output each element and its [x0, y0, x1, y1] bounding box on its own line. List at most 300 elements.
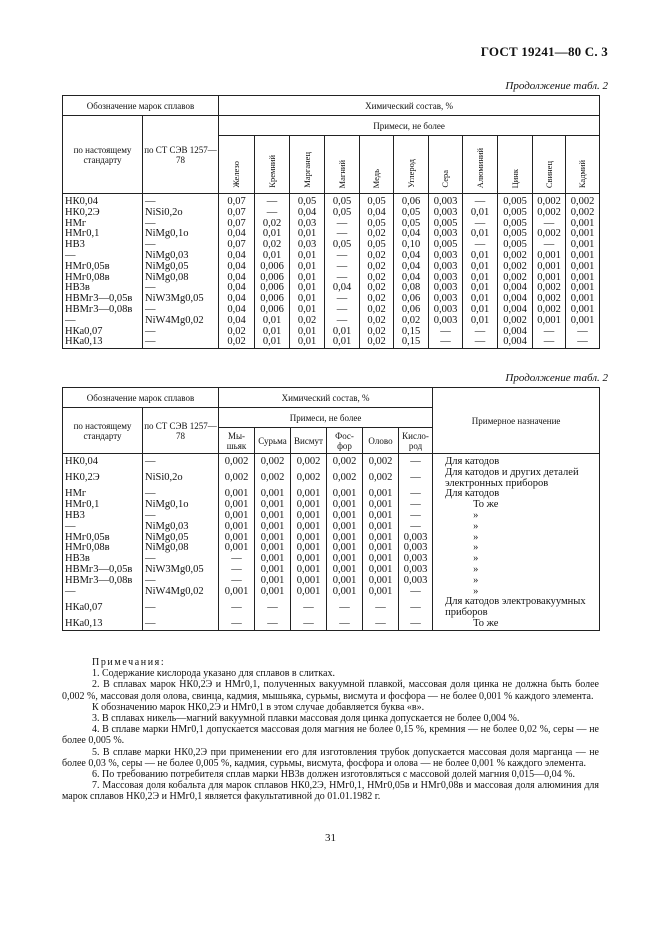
value-cell: 0,003 [429, 273, 463, 284]
value-cell: 0,02 [360, 327, 394, 338]
grade-cell: НК0,04 [63, 454, 143, 468]
purpose-cell: » [433, 511, 600, 522]
value-cell: 0,001 [327, 554, 363, 565]
value-cell: 0,001 [255, 554, 291, 565]
value-cell: 0,02 [360, 283, 394, 294]
grade-cell: НМг [63, 489, 143, 500]
element-header-label: Сера [440, 170, 450, 188]
value-cell: 0,04 [394, 262, 429, 273]
value-cell: — [399, 454, 433, 468]
purpose-cell: » [433, 565, 600, 576]
value-cell: 0,001 [219, 511, 255, 522]
element-header [463, 136, 498, 194]
value-cell: 0,001 [533, 273, 566, 284]
sev-grade-cell: — [143, 305, 219, 316]
value-cell: 0,005 [429, 219, 463, 230]
grade-cell: НВ3в [63, 554, 143, 565]
sev-grade-cell: — [143, 219, 219, 230]
value-cell: — [325, 229, 360, 240]
value-cell: 0,06 [394, 305, 429, 316]
value-cell: 0,003 [399, 576, 433, 587]
note-item: 4. В сплаве марки НМг0,1 допускается массовая доля магния не более 0,15 %, кремния — не более 0,02 %, серы — не более 0,005 %. [62, 724, 599, 747]
value-cell: 0,07 [219, 219, 255, 230]
value-cell: 0,01 [463, 208, 498, 219]
value-cell: 0,02 [360, 294, 394, 305]
sev-grade-cell: — [143, 194, 219, 208]
value-cell: 0,001 [363, 554, 399, 565]
value-cell: 0,002 [566, 194, 600, 208]
value-cell: — [533, 219, 566, 230]
table-row [63, 554, 600, 565]
continuation-label-2: Продолжение табл. 2 [505, 372, 608, 384]
page-number: 31 [325, 832, 336, 844]
value-cell: — [533, 337, 566, 348]
value-cell: 0,006 [255, 262, 290, 273]
value-cell: 0,01 [290, 337, 325, 348]
element-header-label: Железо [231, 161, 241, 188]
element-header [291, 428, 327, 454]
value-cell: 0,01 [463, 316, 498, 327]
element-header [533, 136, 566, 194]
value-cell: 0,002 [327, 454, 363, 468]
value-cell: 0,001 [566, 262, 600, 273]
value-cell: 0,001 [533, 262, 566, 273]
table-row [63, 576, 600, 587]
value-cell: 0,001 [363, 522, 399, 533]
value-cell: 0,001 [291, 489, 327, 500]
grade-cell: НКа0,07 [63, 597, 143, 619]
value-cell: — [533, 327, 566, 338]
value-cell: 0,001 [327, 576, 363, 587]
element-header [219, 428, 255, 454]
value-cell: — [399, 468, 433, 490]
value-cell: 0,04 [325, 283, 360, 294]
table-row [63, 262, 600, 273]
notes-section [62, 657, 599, 803]
value-cell: 0,006 [255, 305, 290, 316]
element-header-label: Сурьма [258, 435, 287, 446]
value-cell: 0,001 [219, 522, 255, 533]
value-cell: 0,002 [533, 305, 566, 316]
grade-cell: НВМг3—0,05в [63, 565, 143, 576]
value-cell: — [325, 294, 360, 305]
value-cell: 0,005 [429, 240, 463, 251]
value-cell: 0,04 [219, 294, 255, 305]
table-row [63, 533, 600, 544]
value-cell: 0,002 [219, 454, 255, 468]
element-header [219, 136, 255, 194]
value-cell: 0,15 [394, 337, 429, 348]
grade-cell: НМг0,08в [63, 273, 143, 284]
value-cell: 0,001 [291, 511, 327, 522]
value-cell: 0,01 [463, 283, 498, 294]
sev-grade-cell: NiMg0,03 [143, 522, 219, 533]
value-cell: — [429, 327, 463, 338]
value-cell: 0,04 [219, 305, 255, 316]
value-cell: — [363, 619, 399, 630]
value-cell: 0,01 [290, 262, 325, 273]
value-cell: 0,001 [219, 587, 255, 598]
value-cell: — [463, 327, 498, 338]
value-cell: 0,03 [290, 240, 325, 251]
value-cell: 0,02 [360, 273, 394, 284]
value-cell: 0,04 [219, 251, 255, 262]
table-row [63, 500, 600, 511]
table-row [63, 194, 600, 208]
value-cell: 0,001 [566, 294, 600, 305]
sev-grade-cell: — [143, 240, 219, 251]
value-cell: 0,001 [327, 522, 363, 533]
value-cell: 0,01 [463, 229, 498, 240]
sev-grade-cell: — [143, 454, 219, 468]
value-cell: 0,001 [255, 522, 291, 533]
element-header-label: Кадмий [577, 159, 588, 188]
value-cell: 0,01 [290, 229, 325, 240]
value-cell: 0,01 [290, 251, 325, 262]
value-cell: 0,002 [498, 273, 533, 284]
grade-cell: НВМг3—0,08в [63, 576, 143, 587]
value-cell: — [399, 619, 433, 630]
element-header [327, 428, 363, 454]
value-cell: 0,04 [219, 273, 255, 284]
purpose-cell: Для катодов [433, 489, 600, 500]
sev-grade-cell: — [143, 489, 219, 500]
purpose-cell: » [433, 522, 600, 533]
value-cell: 0,01 [255, 316, 290, 327]
element-header-label: Магний [336, 159, 347, 188]
purpose-cell: Для катодов и других деталей электронных приборов [433, 468, 600, 490]
element-header-label: род [408, 440, 423, 451]
value-cell: — [325, 251, 360, 262]
element-header-label: Олово [368, 435, 393, 446]
value-cell: 0,001 [291, 576, 327, 587]
standard-header: ГОСТ 19241—80 С. 3 [480, 44, 608, 59]
value-cell: 0,15 [394, 327, 429, 338]
sev-grade-cell: NiSi0,2o [143, 208, 219, 219]
value-cell: 0,01 [255, 327, 290, 338]
note-item: 6. По требованию потребителя сплав марки НВ3в должен изготовляться с массовой долей магния 0,015—0,04 %. [92, 769, 576, 781]
value-cell: — [291, 597, 327, 619]
grade-cell: НМг0,05в [63, 533, 143, 544]
value-cell: 0,01 [290, 305, 325, 316]
element-header [399, 428, 433, 454]
value-cell: 0,003 [429, 283, 463, 294]
grade-cell: НМг0,08в [63, 543, 143, 554]
value-cell: 0,001 [291, 500, 327, 511]
value-cell: 0,02 [360, 305, 394, 316]
value-cell: 0,04 [219, 316, 255, 327]
value-cell: 0,02 [394, 316, 429, 327]
note-item: 1. Содержание кислорода указано для сплавов в слитках. [92, 668, 335, 680]
value-cell: — [566, 327, 600, 338]
value-cell: 0,01 [290, 294, 325, 305]
purpose-cell: То же [433, 619, 600, 630]
value-cell: 0,07 [219, 208, 255, 219]
value-cell: 0,002 [533, 229, 566, 240]
sev-grade-cell: NiSi0,2o [143, 468, 219, 490]
value-cell: 0,001 [327, 489, 363, 500]
element-header-label: Марганец [301, 152, 312, 188]
table-row [63, 208, 600, 219]
designation-header-2: Обозначение марок сплавов [63, 388, 219, 408]
grade-cell: НКа0,13 [63, 337, 143, 348]
element-header-label: шьяк [226, 440, 247, 451]
value-cell: 0,001 [363, 533, 399, 544]
value-cell: 0,02 [360, 316, 394, 327]
value-cell: 0,002 [291, 454, 327, 468]
sev-grade-cell: NiMg0,1o [143, 500, 219, 511]
sev-grade-cell: NiMg0,1o [143, 229, 219, 240]
value-cell: 0,003 [399, 533, 433, 544]
value-cell: — [566, 337, 600, 348]
value-cell: 0,002 [327, 468, 363, 490]
element-header-label: Углерод [405, 159, 416, 188]
sev-standard-header-2: по СТ СЭВ 1257—78 [143, 408, 219, 454]
element-header [566, 136, 600, 194]
value-cell: 0,001 [291, 587, 327, 598]
value-cell: 0,001 [566, 229, 600, 240]
value-cell: 0,001 [363, 500, 399, 511]
value-cell: 0,002 [363, 468, 399, 490]
value-cell: 0,05 [394, 219, 429, 230]
sev-grade-cell: NiW3Mg0,05 [143, 565, 219, 576]
value-cell: 0,05 [394, 208, 429, 219]
value-cell: — [255, 619, 291, 630]
composition-table-2 [62, 387, 600, 631]
value-cell: 0,003 [429, 305, 463, 316]
value-cell: 0,001 [255, 500, 291, 511]
value-cell: — [463, 219, 498, 230]
value-cell: 0,06 [394, 194, 429, 208]
value-cell: 0,04 [219, 262, 255, 273]
table-row [63, 522, 600, 533]
purpose-header: Примерное назначение [433, 388, 600, 454]
value-cell: 0,002 [498, 262, 533, 273]
value-cell: 0,02 [360, 251, 394, 262]
value-cell: 0,03 [290, 219, 325, 230]
value-cell: 0,04 [394, 251, 429, 262]
value-cell: 0,02 [360, 229, 394, 240]
purpose-cell: » [433, 543, 600, 554]
value-cell: 0,001 [566, 305, 600, 316]
element-header-label: Кремний [266, 155, 277, 188]
grade-cell: — [63, 522, 143, 533]
value-cell: 0,003 [429, 194, 463, 208]
value-cell: — [327, 597, 363, 619]
value-cell: 0,01 [463, 251, 498, 262]
value-cell: 0,02 [360, 337, 394, 348]
value-cell: 0,002 [498, 251, 533, 262]
value-cell: 0,001 [255, 576, 291, 587]
value-cell: 0,04 [360, 208, 394, 219]
value-cell: 0,01 [290, 273, 325, 284]
table-row [63, 543, 600, 554]
value-cell: 0,004 [498, 327, 533, 338]
sev-grade-cell: NiMg0,05 [143, 533, 219, 544]
grade-cell: НКа0,07 [63, 327, 143, 338]
value-cell: — [219, 554, 255, 565]
value-cell: — [255, 208, 290, 219]
value-cell: 0,002 [566, 208, 600, 219]
grade-cell: НМг0,1 [63, 500, 143, 511]
value-cell: 0,04 [394, 229, 429, 240]
value-cell: 0,004 [498, 294, 533, 305]
element-header-label: Фос- [335, 430, 354, 441]
value-cell: 0,003 [429, 316, 463, 327]
grade-cell: НВМг3—0,05в [63, 294, 143, 305]
table-row [63, 565, 600, 576]
purpose-cell: » [433, 554, 600, 565]
value-cell: 0,05 [325, 208, 360, 219]
value-cell: — [463, 240, 498, 251]
element-header [363, 428, 399, 454]
sev-grade-cell: — [143, 619, 219, 630]
sev-standard-header: по СТ СЭВ 1257—78 [143, 116, 219, 194]
value-cell: 0,001 [566, 273, 600, 284]
value-cell: 0,003 [429, 262, 463, 273]
value-cell: 0,001 [255, 565, 291, 576]
value-cell: — [255, 597, 291, 619]
purpose-cell: Для катодов электровакуумных приборов [433, 597, 600, 619]
impurities-header-2: Примеси, не более [219, 408, 433, 428]
value-cell: 0,006 [255, 273, 290, 284]
note-item: 5. В сплаве марки НК0,2Э при применении его для изготовления трубок допускается массовая доля марганца — не более 0,03 %, серы — не более 0,005 %, кадмия, сурьмы, висмута, фосфора и олова — не более 0,001 % каждого элемента. [62, 746, 599, 769]
value-cell: 0,004 [498, 305, 533, 316]
value-cell: 0,001 [327, 511, 363, 522]
value-cell: 0,001 [327, 587, 363, 598]
element-header [360, 136, 394, 194]
value-cell: 0,02 [255, 240, 290, 251]
value-cell: — [325, 273, 360, 284]
grade-cell: НК0,2Э [63, 208, 143, 219]
value-cell: 0,001 [363, 489, 399, 500]
value-cell: 0,04 [219, 229, 255, 240]
purpose-cell: Для катодов [433, 454, 600, 468]
table-row [63, 597, 600, 619]
value-cell: 0,01 [255, 251, 290, 262]
value-cell: 0,01 [325, 327, 360, 338]
value-cell: 0,002 [255, 468, 291, 490]
sev-grade-cell: NiW3Mg0,05 [143, 294, 219, 305]
sev-grade-cell: — [143, 511, 219, 522]
value-cell: — [533, 240, 566, 251]
grade-cell: НКа0,13 [63, 619, 143, 630]
value-cell: 0,04 [290, 208, 325, 219]
value-cell: 0,05 [290, 194, 325, 208]
value-cell: — [255, 194, 290, 208]
value-cell: 0,001 [219, 489, 255, 500]
value-cell: 0,07 [219, 240, 255, 251]
value-cell: 0,01 [290, 327, 325, 338]
value-cell: 0,005 [498, 194, 533, 208]
value-cell: 0,006 [255, 283, 290, 294]
value-cell: 0,001 [363, 576, 399, 587]
value-cell: 0,001 [255, 489, 291, 500]
value-cell: 0,002 [291, 468, 327, 490]
value-cell: 0,05 [360, 219, 394, 230]
composition-table-1 [62, 95, 600, 349]
grade-cell: — [63, 316, 143, 327]
element-header-label: Медь [371, 168, 381, 188]
value-cell: 0,005 [498, 219, 533, 230]
element-header-label: Свинец [543, 160, 554, 188]
value-cell: 0,004 [498, 337, 533, 348]
value-cell: 0,10 [394, 240, 429, 251]
value-cell: — [327, 619, 363, 630]
value-cell: 0,002 [533, 194, 566, 208]
value-cell: 0,001 [566, 251, 600, 262]
value-cell: 0,01 [255, 337, 290, 348]
value-cell: 0,001 [291, 554, 327, 565]
value-cell: 0,001 [327, 565, 363, 576]
table-row [63, 619, 600, 630]
table-row [63, 454, 600, 468]
value-cell: 0,001 [219, 500, 255, 511]
value-cell: — [219, 576, 255, 587]
value-cell: 0,02 [255, 219, 290, 230]
value-cell: 0,001 [566, 283, 600, 294]
note-item: 2. В сплавах марок НК0,2Э и НМг0,1, полученных вакуумной плавкой, массовая доля цинка не должна быть более 0,002 %, массовая доля олова, свинца, кадмия, мышьяка, сурьмы, висмута и фосфора — не более 0,001 % каждого элемента. [62, 679, 599, 702]
element-header [325, 136, 360, 194]
element-header-label: фор [337, 440, 352, 451]
grade-cell: НВ3 [63, 511, 143, 522]
purpose-cell: » [433, 533, 600, 544]
value-cell: — [463, 194, 498, 208]
table-row [63, 511, 600, 522]
element-header [429, 136, 463, 194]
purpose-cell: То же [433, 500, 600, 511]
value-cell: 0,005 [498, 229, 533, 240]
value-cell: — [219, 619, 255, 630]
purpose-cell: » [433, 587, 600, 598]
value-cell: 0,001 [363, 565, 399, 576]
value-cell: 0,02 [360, 262, 394, 273]
value-cell: 0,002 [219, 468, 255, 490]
grade-cell: — [63, 587, 143, 598]
value-cell: — [399, 522, 433, 533]
value-cell: — [219, 565, 255, 576]
value-cell: — [429, 337, 463, 348]
value-cell: — [363, 597, 399, 619]
table-row [63, 316, 600, 327]
value-cell: — [399, 489, 433, 500]
value-cell: 0,04 [219, 283, 255, 294]
sev-grade-cell: NiMg0,05 [143, 262, 219, 273]
value-cell: 0,003 [399, 543, 433, 554]
value-cell: 0,001 [291, 543, 327, 554]
value-cell: — [463, 337, 498, 348]
note-item: 7. Массовая доля кобальта для марок сплавов НК0,2Э, НМг0,1, НМг0,05в и НМг0,08в и массовая доля алюминия для марок сплавов НК0,2Э и НМг0,1 является факультативной до 01.01.1982 г. [62, 780, 599, 803]
value-cell: 0,02 [290, 316, 325, 327]
value-cell: 0,001 [363, 511, 399, 522]
value-cell: 0,01 [463, 273, 498, 284]
value-cell: — [325, 316, 360, 327]
value-cell: 0,001 [327, 533, 363, 544]
value-cell: 0,001 [327, 500, 363, 511]
element-header-label: Кисло- [402, 430, 429, 441]
value-cell: 0,001 [255, 587, 291, 598]
sev-grade-cell: NiW4Mg0,02 [143, 316, 219, 327]
grade-cell: НК0,04 [63, 194, 143, 208]
grade-cell: НВМг3—0,08в [63, 305, 143, 316]
value-cell: 0,08 [394, 283, 429, 294]
value-cell: 0,07 [219, 194, 255, 208]
value-cell: 0,002 [533, 208, 566, 219]
sev-grade-cell: NiMg0,08 [143, 273, 219, 284]
value-cell: 0,002 [533, 283, 566, 294]
value-cell: 0,01 [463, 305, 498, 316]
value-cell: — [399, 500, 433, 511]
